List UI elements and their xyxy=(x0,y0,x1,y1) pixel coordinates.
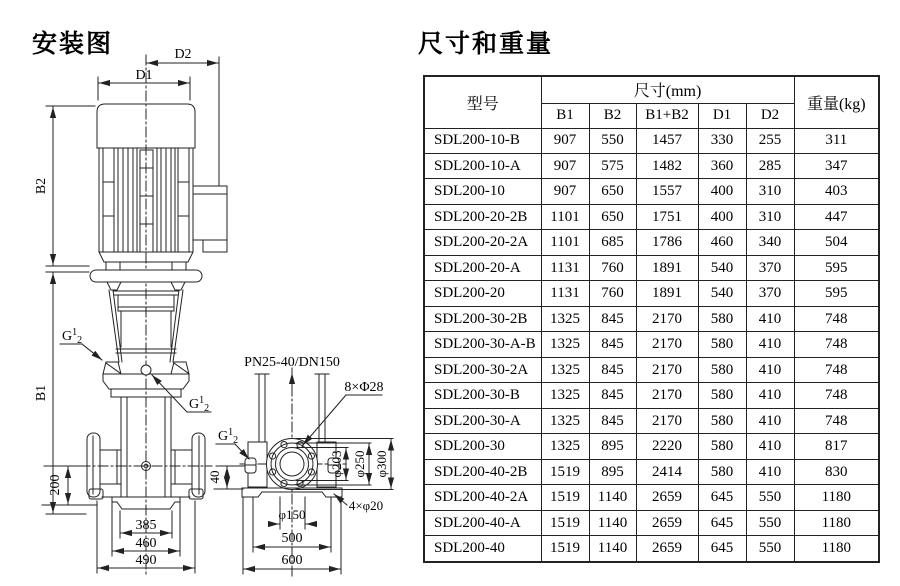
label-460: 460 xyxy=(135,536,157,551)
installation-diagram xyxy=(0,0,418,586)
dimensions-weight-table xyxy=(423,75,880,563)
label-g-half: $G^1_2$ xyxy=(218,427,239,446)
col-header-model: 型号 xyxy=(424,76,541,128)
label-phi203: φ203 xyxy=(329,450,344,478)
label-490: 490 xyxy=(135,553,157,568)
label-d2: D2 xyxy=(174,47,192,62)
table-row: SDL200-20-A 1131 760 1891 540 370 595 xyxy=(424,255,879,280)
gauge-port xyxy=(141,365,151,375)
label-phi150: φ150 xyxy=(278,507,306,522)
label-phi300: φ300 xyxy=(374,450,389,478)
model-cell: SDL200-30-B xyxy=(424,383,541,408)
table-row: SDL200-20-2A 1101 685 1786 460 340 504 xyxy=(424,230,879,255)
model-cell: SDL200-20 xyxy=(424,281,541,306)
model-cell: SDL200-40-2B xyxy=(424,459,541,484)
label-base-holes: 4×φ20 xyxy=(348,498,384,513)
model-cell: SDL200-20-A xyxy=(424,255,541,280)
table-row: SDL200-30-B 1325 845 2170 580 410 748 xyxy=(424,383,879,408)
label-d1: D1 xyxy=(135,68,153,83)
label-385: 385 xyxy=(135,518,157,533)
table-row: SDL200-20 1131 760 1891 540 370 595 xyxy=(424,281,879,306)
motor xyxy=(97,104,227,270)
label-b1: B1 xyxy=(34,384,49,402)
model-cell: SDL200-20-2B xyxy=(424,204,541,229)
callout-g-half-right xyxy=(216,427,249,459)
col-header-weight: 重量(kg) xyxy=(794,76,879,128)
callout-g-half-left xyxy=(60,327,102,360)
table-row: SDL200-10-B 907 550 1457 330 255 311 xyxy=(424,128,879,153)
model-cell: SDL200-10-A xyxy=(424,153,541,178)
label-b2: B2 xyxy=(34,177,49,195)
dimensions-table-title: 尺寸和重量 xyxy=(418,29,554,58)
model-cell: SDL200-30-2B xyxy=(424,306,541,331)
table-row: SDL200-40-2B 1519 895 2414 580 410 830 xyxy=(424,459,879,484)
model-cell: SDL200-10-B xyxy=(424,128,541,153)
label-g-half: $G^1_2$ xyxy=(189,395,210,414)
model-cell: SDL200-20-2A xyxy=(424,230,541,255)
table-row: SDL200-30 1325 895 2220 580 410 817 xyxy=(424,434,879,459)
dimension-d2 xyxy=(147,47,218,63)
pump-front-view xyxy=(80,55,227,577)
dimension-200 xyxy=(42,466,96,505)
table-row: SDL200-10 907 650 1557 400 310 403 xyxy=(424,179,879,204)
table-row: SDL200-20-2B 1101 650 1751 400 310 447 xyxy=(424,204,879,229)
table-row: SDL200-40-2A 1519 1140 2659 645 550 1180 xyxy=(424,485,879,510)
model-cell: SDL200-40 xyxy=(424,536,541,562)
col-header-b2: B2 xyxy=(589,103,636,128)
table-row: SDL200-40-A 1519 1140 2659 645 550 1180 xyxy=(424,510,879,535)
dimension-b2 xyxy=(34,106,95,266)
table-row: SDL200-40 1519 1140 2659 645 550 1180 xyxy=(424,536,879,562)
table-row: SDL200-30-2B 1325 845 2170 580 410 748 xyxy=(424,306,879,331)
front-dimensions xyxy=(34,47,218,573)
discharge-flange-face xyxy=(267,439,318,490)
header-row-groups xyxy=(424,76,879,103)
model-cell: SDL200-30-A xyxy=(424,408,541,433)
col-header-d1: D1 xyxy=(698,103,746,128)
model-cell: SDL200-40-2A xyxy=(424,485,541,510)
col-header-d2: D2 xyxy=(746,103,794,128)
col-group-dimensions: 尺寸(mm) xyxy=(541,76,794,103)
model-cell: SDL200-10 xyxy=(424,179,541,204)
label-600: 600 xyxy=(281,553,303,568)
label-40: 40 xyxy=(207,470,222,484)
table-row: SDL200-10-A 907 575 1482 360 285 347 xyxy=(424,153,879,178)
model-cell: SDL200-40-A xyxy=(424,510,541,535)
label-200: 200 xyxy=(48,474,63,496)
label-500: 500 xyxy=(281,531,303,546)
col-header-b1: B1 xyxy=(541,103,589,128)
label-bolt-holes: 8×Φ28 xyxy=(344,380,384,395)
label-phi250: φ250 xyxy=(352,450,367,478)
dimension-40 xyxy=(207,466,245,489)
model-cell: SDL200-30-2A xyxy=(424,357,541,382)
col-header-b1b2: B1+B2 xyxy=(636,103,698,128)
installation-diagram-title: 安装图 xyxy=(32,29,114,58)
table-row: SDL200-30-A-B 1325 845 2170 580 410 748 xyxy=(424,332,879,357)
label-pn-dn: PN25-40/DN150 xyxy=(244,355,340,370)
dimension-d1 xyxy=(98,68,190,100)
table-row: SDL200-30-A 1325 845 2170 580 410 748 xyxy=(424,408,879,433)
table-row: SDL200-30-2A 1325 845 2170 580 410 748 xyxy=(424,357,879,382)
label-g-half: $G^1_2$ xyxy=(62,327,83,346)
model-cell: SDL200-30-A-B xyxy=(424,332,541,357)
model-cell: SDL200-30 xyxy=(424,434,541,459)
callout-8xphi28 xyxy=(303,380,384,445)
